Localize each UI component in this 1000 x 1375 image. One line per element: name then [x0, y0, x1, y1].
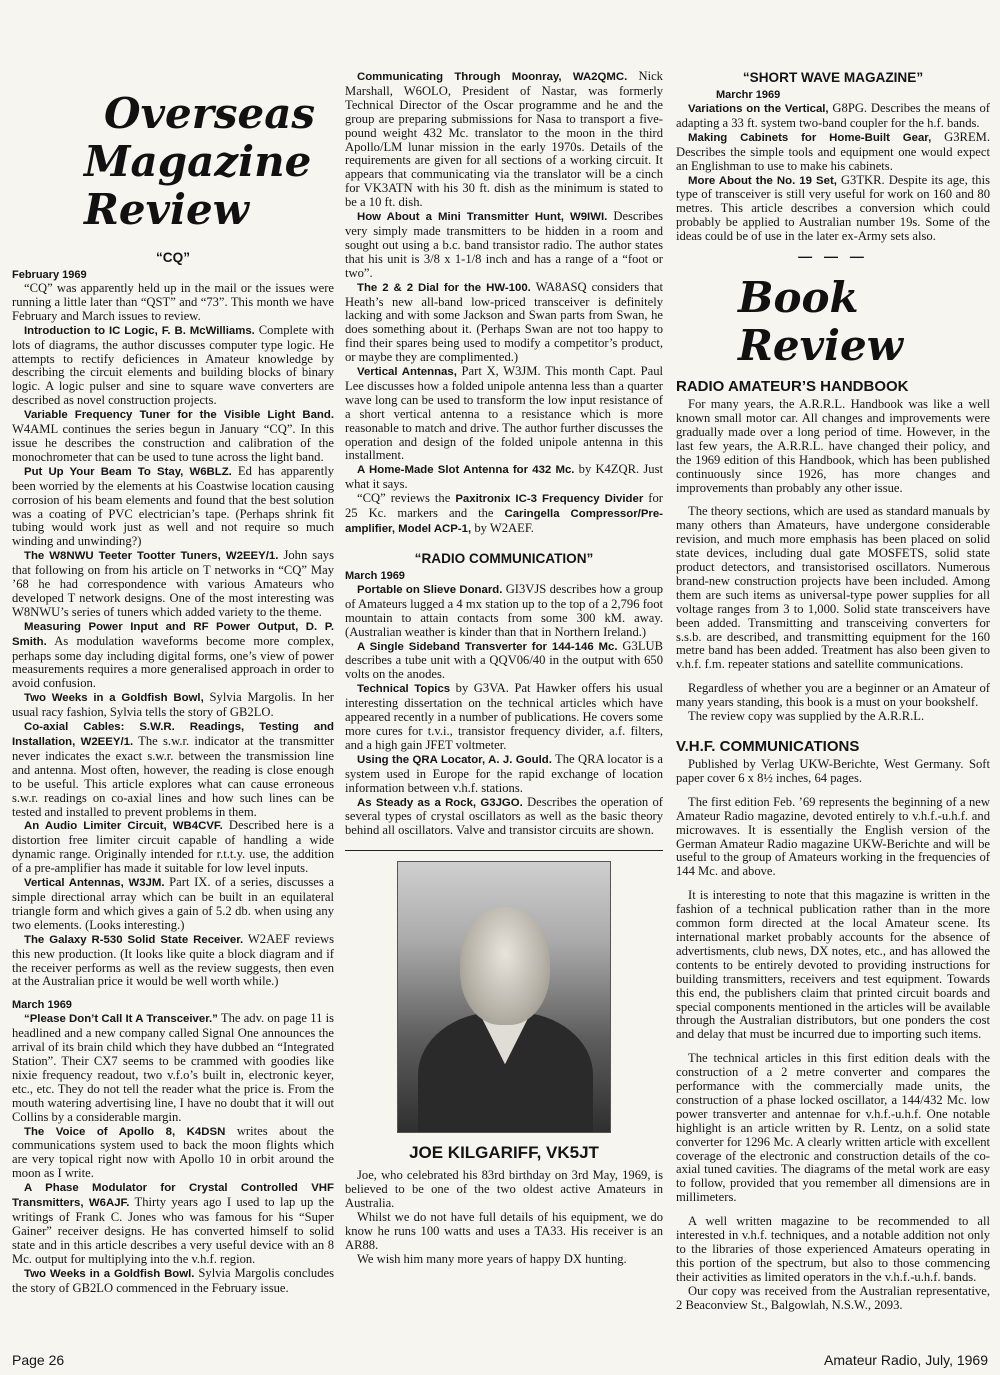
- review-item: [345, 463, 663, 492]
- photo-caption: JOE KILGARIFF, VK5JT: [409, 1143, 599, 1163]
- joe-paragraph: Whilst we do not have full details of his equipment, we do know he runs 100 watts and uses a TA33. His receiver is an AR88.: [345, 1209, 663, 1252]
- review-item: [12, 408, 334, 465]
- item-text: The s.w.r. indicator at the transmitter never indicates the exact s.w.r. between the transmission line and antenna. Most often, however, the reading is close enough to be useful. This article explores what can cause erroneous s.w.r. readings on co-axial lines and how such lines can be tested and installed to prevent problems in them.: [12, 734, 335, 819]
- overseas-title: [84, 90, 334, 234]
- item-text: “CQ” reviews the: [357, 491, 451, 506]
- item-text: Describes very simply made transmitters to be hidden in a room and sought out using a b.c. band transistor radio. The author states that his unit is 3/8 x 1-1/8 inch and has a range of a “foot or two”.: [345, 209, 663, 280]
- rc-heading: “RADIO COMMUNICATION”: [414, 550, 594, 566]
- review-item: [345, 640, 663, 683]
- joe-paragraph: Joe, who celebrated his 83rd birthday on 3rd May, 1969, is believed to be one of the two oldest active Amateurs in Australia.: [345, 1168, 663, 1211]
- item-text: As modulation waveforms become more complex, perhaps some day including digital forms, one’s view of power measurements requires a more generalised approach in order to avoid confusion.: [12, 633, 334, 691]
- item-title: How About a Mini Transmitter Hunt, W9IWI.: [357, 211, 608, 224]
- review-item: [676, 174, 990, 245]
- review-item: [345, 753, 663, 796]
- item-title: Vertical Antennas,: [357, 366, 457, 379]
- item-text: Nick Marshall, W6OLO, President of Nastar, was formerly Technical Director of the Oscar programme and he and the group are preparing submissions for Nasa to transport a five-pound weight 432 Mc. translator to the moon in the third Apollo/LM lunar mission in the early 1970s. Details of the requirements are given for all sections of a working circuit. It appears that communicating via the translator will be a cinch for VK3ATN with his 30 ft. dish as the minimum is stated to be a 10 ft. dish.: [345, 69, 663, 210]
- title-line-1: Overseas: [104, 89, 316, 138]
- item-title: Caringella Compressor/Pre-amplifier, Model ACP-1,: [345, 508, 663, 535]
- item-text: Describes the operation of several types of crystal oscillators as well as the basic theory behind all oscillators. Valve and transistor circuits are shown.: [345, 794, 663, 838]
- cq-feb-month: February 1969: [12, 269, 87, 281]
- portrait-photo: [397, 861, 611, 1133]
- item-text: Part X, W3JM. This month Capt. Paul Lee discusses how a folded unipole antenna less than a quarter wave long can be used to transform the low input resistance of a short vertical antenna to a resistance which is more reasonable to match and drive. The author further discusses the operation and design of the folded unipole antenna in this installment.: [345, 364, 664, 463]
- rah-paragraph: For many years, the A.R.R.L. Handbook was like a well known small motor car. All changes and improvements were gradually made over a long period of time. However, in the last few years, the A.R.R.L. have changed their policy, and the 1969 edition of this Handbook, which has been published continuously since 1926, has more changes and improvements than probably any other issue.: [676, 397, 990, 495]
- review-item: [345, 796, 663, 839]
- review-item: [12, 933, 334, 990]
- review-item: [676, 131, 990, 174]
- rah-paragraph: The review copy was supplied by the A.R.R.L.: [688, 709, 925, 724]
- review-item: [12, 1012, 334, 1124]
- item-title: Using the QRA Locator, A. J. Gould.: [357, 753, 552, 766]
- item-text: for 25 Kc. markers and the: [345, 491, 663, 521]
- review-item: [12, 324, 334, 408]
- item-text: The QRA locator is a system used in Europe for the rapid exchange of location information between v.h.f. stations.: [345, 751, 663, 795]
- review-item: [12, 1267, 334, 1296]
- item-title: An Audio Limiter Circuit, WB4CVF.: [24, 820, 223, 833]
- item-text: GI3VJS describes how a group of Amateurs lugged a 4 mx station up to the top of a 2,796 foot mountain to attain contacts from some 300 kM. away. (Australian weather is kinder than that in Northern Ireland.): [345, 581, 663, 639]
- item-text: Thirty years ago I used to lap up the writings of Frank C. Jones who was famous for his “Super Gainer” receiver designs. He has converted himself to solid state and in this article describes a very useful device with an 8 Mc. output for multiplying into the v.h.f. region.: [12, 1195, 335, 1266]
- vhf-paragraph: It is interesting to note that this magazine is written in the fashion of a technical publication rather than in the more common form directed at the local Amateur scene. Its international market probably accounts for the absence of advertisments, club news, DX notes, etc., and has allowed the contents to be entirely devoted to providing instructions for building transmitters, receivers and test equipment. Towards this end, the publishers claim that printed circuit boards and special components mentioned in the articles will be available through the Australian distributors, but one ponders the cost and delay that must be incurred due to importing such items.: [676, 888, 990, 1042]
- item-title: Communicating Through Moonray, WA2QMC.: [357, 71, 628, 83]
- item-title: Measuring Power Input and RF Power Output, D. P. Smith.: [12, 620, 334, 648]
- item-title: The Galaxy R-530 Solid State Receiver.: [24, 933, 244, 946]
- item-title: A Single Sideband Transverter for 144-146 Mc.: [357, 640, 618, 653]
- item-text: The adv. on page 11 is headlined and a new company called Signal One announces the arrival of its brain child which they have dubbed an “Integrated Station”. Their CX7 seems to be crammed with goodies like nixie frequency readout, two v.f.o’s built in, electronic keyer, etc., etc. They do not tell the reader what the price is. From the mouth watering advertising line, I have no doubt that it will out Collins by a considerable margin.: [12, 1011, 334, 1124]
- cq-mar-month: March 1969: [12, 999, 72, 1012]
- review-item: [345, 365, 663, 463]
- review-item: [12, 620, 334, 692]
- book-review-title: Book Review: [738, 273, 903, 371]
- item-title: Vertical Antennas, W3JM.: [24, 877, 165, 890]
- item-text: Sylvia Margolis concludes the story of GB2LO commenced in the February issue.: [12, 1265, 334, 1295]
- item-text: Described here is a distortion free limiter circuit capable of handling a wide dynamic range. Originally intended for r.t.t.y. use, the addition of a pre-amplifier has made it suitable for low level inputs.: [12, 818, 334, 876]
- vhf-paragraph: The first edition Feb. ’69 represents the beginning of a new Amateur Radio magazine, devoted entirely to v.h.f.-u.h.f. and microwaves. It is essentially the English version of the German Amateur Radio magazine UKW-Berichte and will be useful to the group of Amateurs working in the frequencies of 144 Mc. and above.: [676, 794, 990, 879]
- item-title: Portable on Slieve Donard.: [357, 583, 503, 596]
- cq-intro: “CQ” was apparently held up in the mail or the issues were running a little later than “QST” and “73”. This month we have February and March issues to review.: [12, 281, 334, 323]
- review-item: [12, 1181, 334, 1266]
- page-number: Page 26: [12, 1352, 65, 1368]
- review-item: [12, 1125, 334, 1182]
- item-title: Co-axial Cables: S.W.R. Readings, Testing and Installation, W2EEY/1.: [12, 721, 334, 748]
- item-title: Introduction to IC Logic, F. B. McWilliams.: [24, 324, 255, 337]
- item-title: Technical Topics: [357, 683, 451, 696]
- item-title: Paxitronix IC-3 Frequency Divider: [455, 493, 644, 506]
- item-title: Two Weeks in a Goldfish Bowl.: [24, 1267, 195, 1280]
- photo-head-shape: [460, 907, 550, 1025]
- item-title: Variations on the Vertical,: [688, 103, 829, 115]
- item-text: Complete with lots of diagrams, the author discusses computer type logic. He attempts to rectify deficiences in Amateur knowledge by describing the circuit elements and building blocks of binary logic. A logic pulser and sine to square wave converters are described as novel construction projects.: [12, 322, 334, 408]
- item-title: A Phase Modulator for Crystal Controlled VHF Transmitters, W6AJF.: [12, 1182, 334, 1210]
- review-item: [345, 210, 663, 281]
- review-item: [345, 682, 663, 753]
- column-right: [676, 70, 990, 1313]
- section-separator: — — —: [798, 248, 868, 265]
- vhf-heading: V.H.F. COMMUNICATIONS: [676, 738, 860, 755]
- divider: [345, 850, 663, 851]
- item-title: Making Cabinets for Home-Built Gear,: [688, 131, 932, 144]
- swm-heading: “SHORT WAVE MAGAZINE”: [742, 70, 924, 85]
- review-item: [12, 691, 334, 720]
- item-title: Two Weeks in a Goldfish Bowl,: [24, 692, 204, 705]
- rc-month: March 1969: [345, 569, 405, 582]
- vhf-paragraph: Published by Verlag UKW-Berichte, West Germany. Soft paper cover 6 x 8½ inches, 64 pages.: [676, 757, 990, 785]
- item-text: Part IX. of a series, discusses a simple directional array which can be built in an equilateral triangle form and which gives a gain of 5.2 db. when using any two elements. (Looks interesting.): [12, 875, 334, 932]
- review-item: [12, 549, 334, 620]
- item-text: WA8ASQ considers that Heath’s new all-band low-priced transceiver is definitely lacking and with some Jackson and Swan parts from Swan, he does something about it. (Perhaps Swan are not too happy to find their spares being used to modify a competitor’s product, or maybe they are complimented.): [345, 279, 663, 365]
- rah-paragraph: The theory sections, which are used as standard manuals by many others than Amateurs, have undergone considerable revision, and much more emphasis has been placed on solid state devices, including dual gate MOSFETS, solid state product detectors, and transistorised oscillators. Numerous brand-new construction projects have been included. Among them are such items as universal-type power supplies for all voltage ranges from 3 to 1,000. Solid state transceivers have been added. Transmitting and transceiving converters for s.s.b. are described, and transmitting equipment for the 160 metre band has been added. Treatment has also been given to v.h.f. f.m. repeater stations and satellite communications.: [676, 504, 990, 672]
- item-text: by G3VA. Pat Hawker offers his usual interesting dissertation on the technical articles which have appeared recently in a number of publications. He covers some more cures for t.v.i., transistor frequency divider, a.f. filters, and a high gain JFET voltmeter.: [345, 681, 663, 752]
- item-title: “Please Don’t Call It A Transceiver.”: [24, 1013, 218, 1026]
- item-title: A Home-Made Slot Antenna for 432 Mc.: [357, 464, 575, 477]
- item-text: Sylvia Margolis. In her usual racy fashion, Sylvia tells the story of GB2LO.: [12, 690, 334, 720]
- item-title: More About the No. 19 Set,: [688, 174, 837, 187]
- vhf-paragraph: A well written magazine to be recommended to all interested in v.h.f. techniques, and a notable addition not only to the libraries of those experienced Amateurs operating in this portion of the spectrum, but also to those commencing their activities as limited operators in the v.h.f.-u.h.f. bands.: [676, 1214, 990, 1284]
- rah-paragraph: Regardless of whether you are a beginner or an Amateur of many years standing, this book is a must on your bookshelf.: [676, 681, 990, 710]
- review-item: [12, 819, 334, 876]
- item-text: G3LUB describes a tube unit with a QQV06/40 in the output with 650 volts on the anodes.: [345, 638, 664, 682]
- vhf-paragraph: The technical articles in this first edition deals with the construction of a 2 metre converter and compares the performance with the commercially made units, the construction of a phase locked oscillator, a 144/432 Mc. low power transverter and antennae for v.h.f.-u.h.f. One notable highlight is an article written by R. Lentz, on a solid state converter for 1296 Mc. A clearly written article with excellent coverage of the electronic and construction details of the co-axial tuned cavities. The diagrams of the metal work are easy to follow, provided that you remember all dimensions are in millimeters.: [676, 1051, 990, 1205]
- joe-paragraph: We wish him many more years of happy DX hunting.: [357, 1251, 627, 1266]
- item-text: Ed has apparently been worried by the elements at his Coastwise location causing corrosion of his beam elements and found that the best solution was a coating of PVC electrician’s tape. (Perhaps shrink fit tubing would work just as well and not require so much winding and unwinding?): [12, 463, 334, 549]
- item-text: W2AEF reviews this new production. (It looks like quite a block diagram and if the receiver performs as well as the review suggests, then even at the Australian price it would be well worth while.): [12, 931, 334, 989]
- review-item: [12, 720, 334, 819]
- review-item: [676, 102, 990, 131]
- review-item: [12, 876, 334, 933]
- review-item: [345, 492, 663, 537]
- item-text: G3REM. Describes the simple tools and equipment one would expect an Englishman to use to make his cabinets.: [676, 129, 990, 173]
- item-title: As Steady as a Rock, G3JGO.: [357, 796, 523, 809]
- item-title: Variable Frequency Tuner for the Visible Light Band.: [24, 409, 334, 422]
- item-text: W4AML continues the series begun in January “CQ”. In this issue he describes the construction and calibration of the monochrometer that can be used to tune across the light band.: [12, 422, 334, 464]
- item-title: The 2 & 2 Dial for the HW-100.: [357, 281, 531, 294]
- item-text: by W2AEF.: [474, 521, 534, 535]
- item-text: John says that following on from his article on T networks in “CQ” May ’68 he had correspondence with various Amateurs who developed T network designs. One of the most interesting was W8NWU’s series of tuners which added variety to the theme.: [12, 548, 334, 619]
- item-title: The Voice of Apollo 8, K4DSN: [24, 1125, 226, 1138]
- cq-heading: “CQ”: [156, 250, 190, 265]
- review-item: [345, 583, 663, 640]
- item-text: G8PG. Describes the means of adapting a 33 ft. system two-band coupler for the h.f. bands.: [676, 101, 990, 130]
- rah-heading: RADIO AMATEUR’S HANDBOOK: [676, 378, 909, 396]
- swm-month: Marchr 1969: [716, 89, 781, 101]
- title-line-2: Magazine Review: [84, 137, 312, 234]
- item-text: writes about the communications system used to back the moon flights which are very topical right now with Apollo 10 in orbit around the moon as I write.: [12, 1123, 334, 1181]
- review-item: [12, 465, 334, 549]
- item-text: by K4ZQR. Just what it says.: [345, 462, 663, 492]
- column-middle: [345, 70, 663, 1267]
- column-left: [12, 70, 334, 1295]
- journal-info: Amateur Radio, July, 1969: [824, 1352, 988, 1368]
- vhf-paragraph: Our copy was received from the Australian representative, 2 Beaconview St., Balgowlah, N.S.W., 2093.: [676, 1283, 990, 1312]
- item-title: Put Up Your Beam To Stay, W6BLZ.: [24, 465, 232, 478]
- item-text: G3TKR. Despite its age, this type of transceiver is still very useful for work on 160 and 80 metres. This article describes a conversion which could probably be applied to Australian number 19s. Some of the ideas could be of use in the later ex-Army sets also.: [676, 172, 990, 244]
- review-item: [345, 70, 663, 210]
- review-item: [345, 281, 663, 365]
- item-title: The W8NWU Teeter Tootter Tuners, W2EEY/1.: [24, 550, 279, 563]
